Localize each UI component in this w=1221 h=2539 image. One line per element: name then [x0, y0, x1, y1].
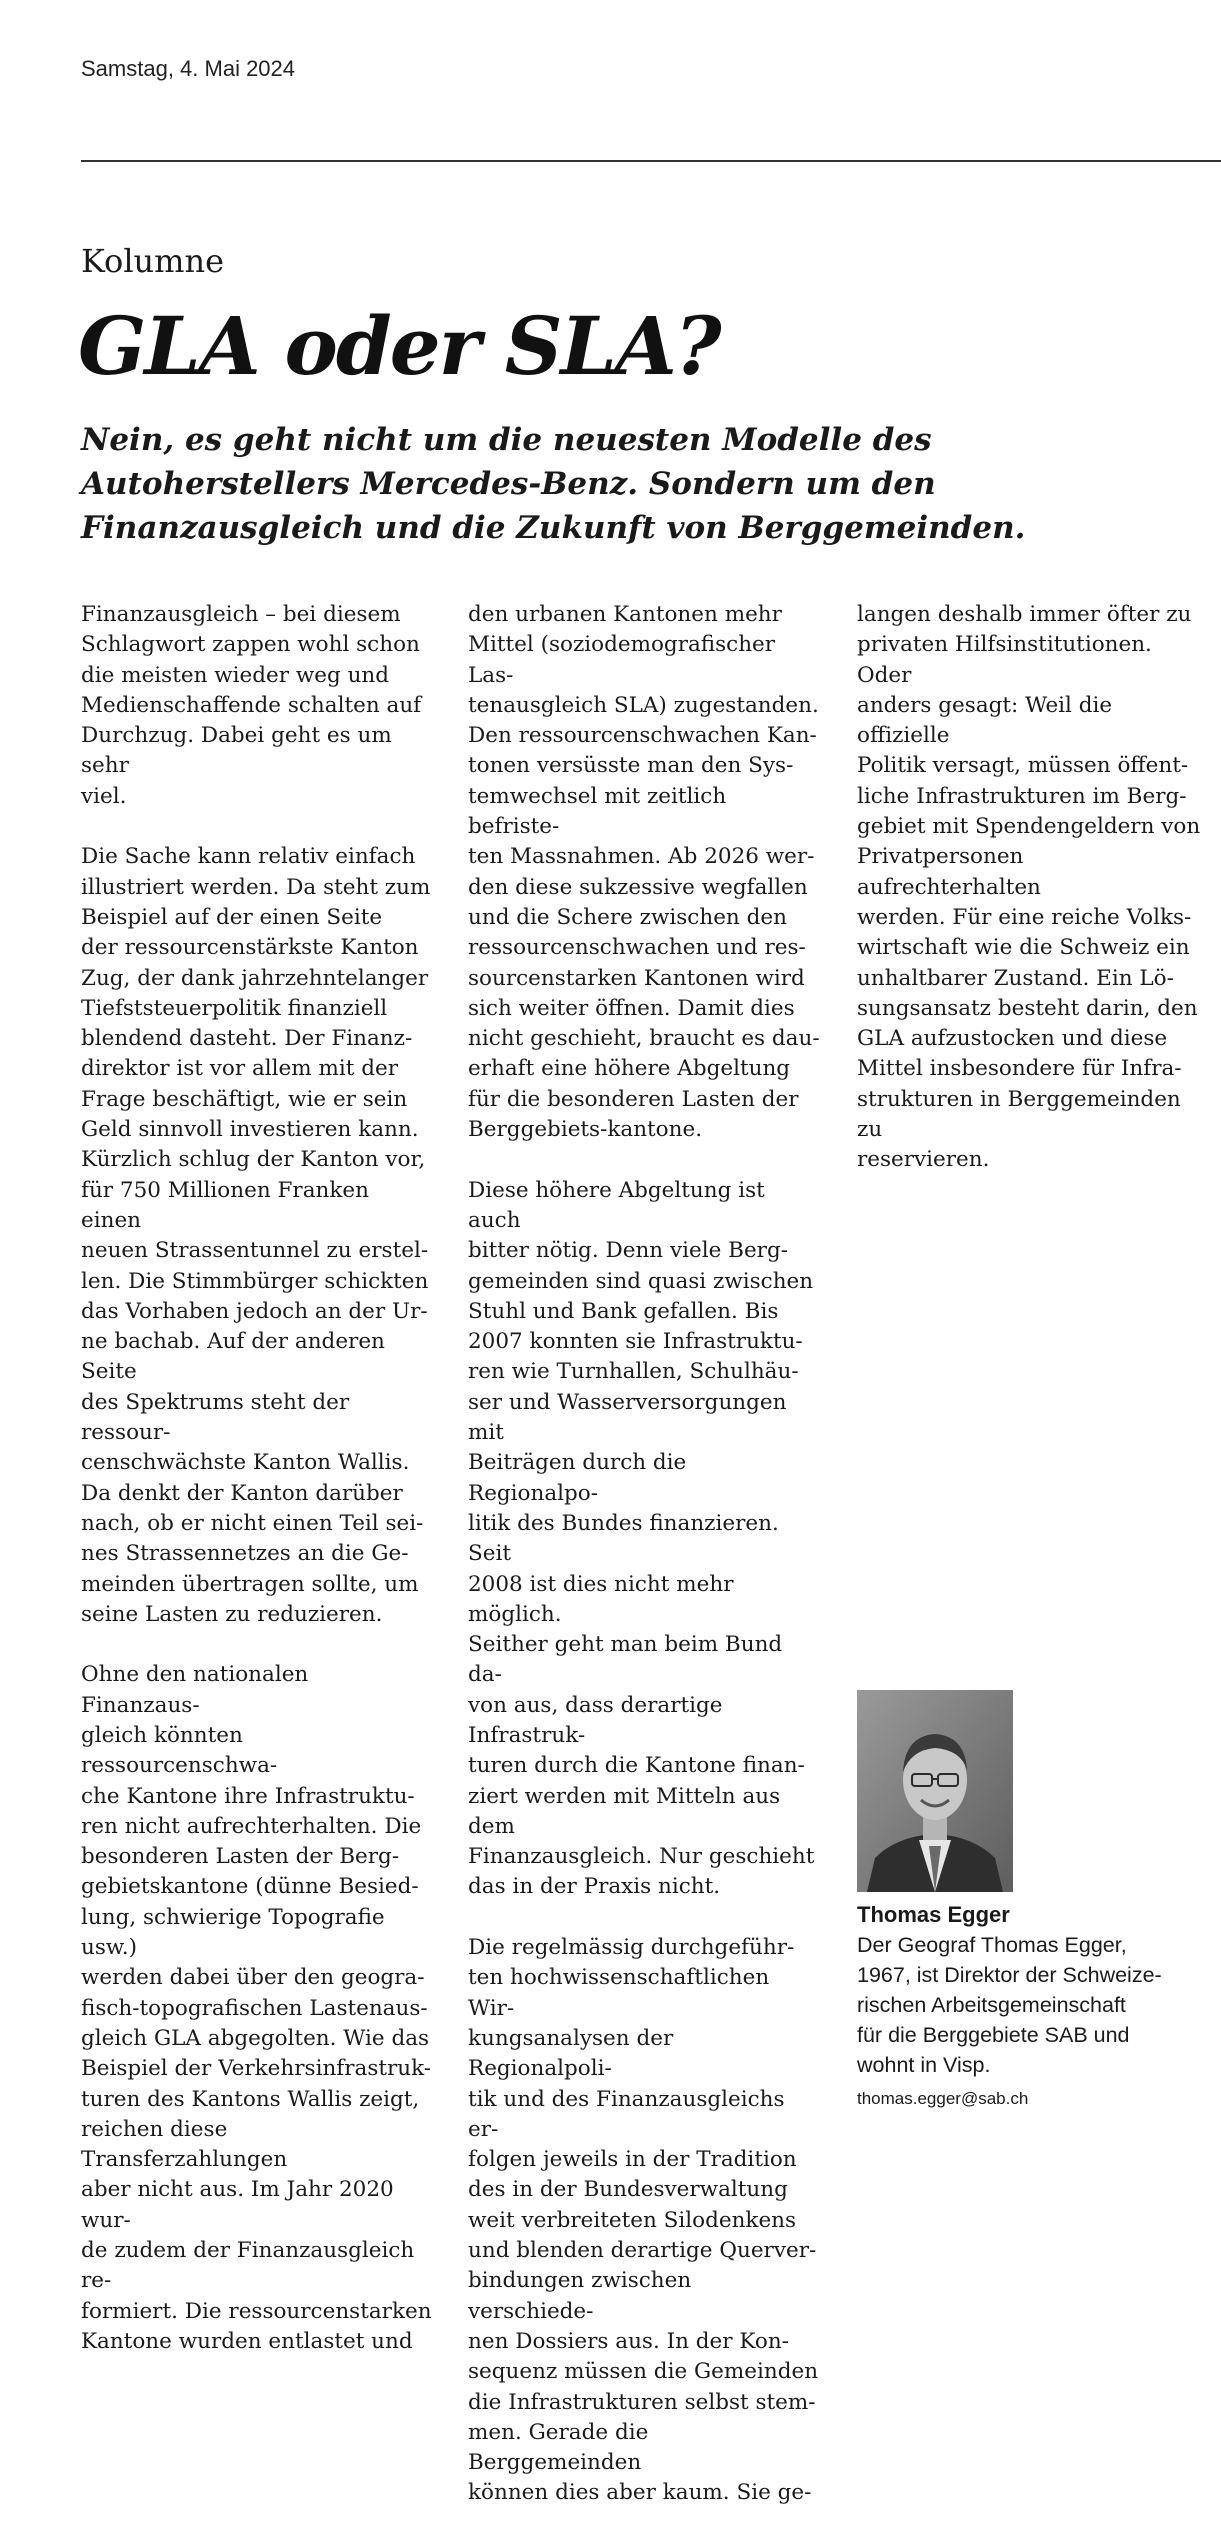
article-headline: GLA oder SLA?	[78, 299, 720, 393]
article-column-1	[81, 600, 433, 2388]
article-column-3	[857, 600, 1209, 1206]
author-info	[857, 1900, 1209, 2112]
author-email[interactable]: thomas.egger@sab.ch	[857, 2089, 1029, 2108]
article-lead: Nein, es geht nicht um die neuesten Modelle des Autoherstellers Mercedes-Benz. Sondern um den Finanzausgleich und die Zukunft von Berggemeinden.	[81, 422, 1026, 546]
author-name: Thomas Egger	[857, 1902, 1010, 1927]
paragraph: Die Sache kann relativ einfach illustriert werden. Da steht zum Beispiel auf der einen Seite der ressourcenstärkste Kanton Zug, der dank jahrzehntelanger Tiefststeuerpolitik finanziell blendend dasteht. Der Finanz- direktor ist vor allem mit der Frage beschäftigt, wie er sein Geld sinnvoll investieren kann. Kürzlich schlug der Kanton vor, für 750 Millionen Franken einen neuen Strassentunnel zu erstel- len. Die Stimmbürger schickten das Vorhaben jedoch an der Ur- ne bachab. Auf der anderen Seite des Spektrums steht der ressour- censchwächste Kanton Wallis. Da denkt der Kanton darüber nach, ob er nicht einen Teil sei- nes Strassennetzes an die Ge- meinden übertragen sollte, um seine Lasten zu reduzieren.	[81, 844, 431, 1627]
paragraph: Diese höhere Abgeltung ist auch bitter nötig. Denn viele Berg- gemeinden sind quasi zwischen Stuhl und Bank gefallen. Bis 2007 konnten sie Infrastruktu- ren wie Turnhallen, Schulhäu- ser und Wasserversorgungen mit Beiträgen durch die Regionalpo- litik des Bundes finanzieren. Seit 2008 ist dies nicht mehr möglich. Seither geht man beim Bund da- von aus, dass derartige Infrastruk- turen durch die Kantone finan- ziert werden mit Mitteln aus dem Finanzausgleich. Nur geschieht das in der Praxis nicht.	[468, 1177, 815, 1900]
header-divider	[81, 160, 1221, 162]
paragraph: langen deshalb immer öfter zu privaten Hilfsinstitutionen. Oder anders gesagt: Weil die offizielle Politik versagt, müssen öffent- liche Infrastrukturen im Berg- gebiet mit Spendengeldern von Privatpersonen aufrechterhalten werden. Für eine reiche Volks- wirtschaft wie die Schweiz ein unhaltbarer Zustand. Ein Lö- sungsansatz besteht darin, den GLA aufzustocken und diese Mittel insbesondere für Infra- strukturen in Berggemeinden zu reservieren.	[857, 602, 1201, 1173]
author-portrait	[857, 1690, 1013, 1892]
paragraph: Finanzausgleich – bei diesem Schlagwort zappen wohl schon die meisten wieder weg und Medienschaffende schalten auf Durchzug. Dabei geht es um sehr viel.	[81, 602, 422, 809]
author-portrait-icon	[857, 1690, 1013, 1892]
section-kicker: Kolumne	[81, 242, 225, 280]
author-bio: Der Geograf Thomas Egger, 1967, ist Direktor der Schweize- rischen Arbeitsgemeinschaft für die Berggebiete SAB und wohnt in Visp.	[857, 1933, 1162, 2077]
paragraph: den urbanen Kantonen mehr Mittel (soziodemografischer Las- tenausgleich SLA) zugestanden. Den ressourcenschwachen Kan- tonen versüsste man den Sys- temwechsel mit zeitlich befriste- ten Massnahmen. Ab 2026 wer- den diese sukzessive wegfallen und die Schere zwischen den ressourcenschwachen und res- sourcenstarken Kantonen wird sich weiter öffnen. Damit dies nicht geschieht, braucht es dau- erhaft eine höhere Abgeltung für die besonderen Lasten der Berggebiets-kantone.	[468, 602, 820, 1143]
publication-date: Samstag, 4. Mai 2024	[81, 56, 296, 81]
article-column-2	[468, 600, 820, 2539]
paragraph: Die regelmässig durchgeführ- ten hochwissenschaftlichen Wir- kungsanalysen der Regionalpoli- tik und des Finanzausgleichs er- folgen jeweils in der Tradition des in der Bundesverwaltung weit verbreiteten Silodenkens und blenden derartige Querver- bindungen zwischen verschiede- nen Dossiers aus. In der Kon- sequenz müssen die Gemeinden die Infrastrukturen selbst stem- men. Gerade die Berggemeinden können dies aber kaum. Sie ge-	[468, 1935, 819, 2506]
paragraph: Ohne den nationalen Finanzaus- gleich könnten ressourcenschwa- che Kantone ihre Infrastruktu- ren nicht aufrechterhalten. Die besonderen Lasten der Berg- gebietskantone (dünne Besied- lung, schwierige Topografie usw.) werden dabei über den geogra- fisch-topografischen Lastenaus- gleich GLA abgegolten. Wie das Beispiel der Verkehrsinfrastruk- turen des Kantons Wallis zeigt, reichen diese Transferzahlungen aber nicht aus. Im Jahr 2020 wur- de zudem der Finanzausgleich re- formiert. Die ressourcenstarken Kantone wurden entlastet und	[81, 1662, 432, 2354]
